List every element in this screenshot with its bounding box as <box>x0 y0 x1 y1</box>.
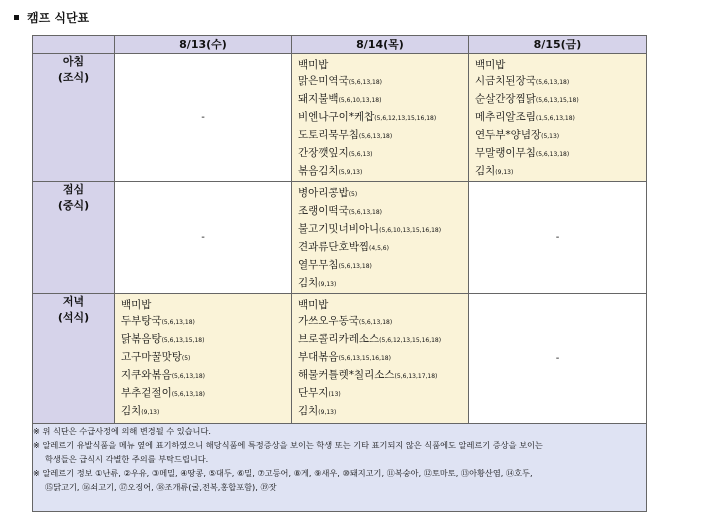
lunch-label <box>33 182 115 294</box>
menu-item <box>475 127 646 145</box>
menu-item <box>298 221 468 239</box>
empty-dash: - <box>555 353 560 364</box>
bullet-square-icon <box>14 15 19 20</box>
menu-item <box>298 367 468 385</box>
allergy-codes: (13) <box>328 391 341 398</box>
menu-item <box>121 297 291 313</box>
breakfast-row <box>33 54 647 182</box>
menu-item-name: 열무무침 <box>298 259 339 271</box>
notes-box <box>33 424 647 512</box>
breakfast-0814-cell <box>292 54 469 182</box>
allergy-codes: (5,9,13) <box>338 169 363 176</box>
menu-item <box>121 349 291 367</box>
menu-item-name: 백미밥 <box>298 59 329 71</box>
menu-item-name: 부추겉절이 <box>121 387 172 399</box>
allergy-codes: (9,13) <box>318 409 337 416</box>
allergy-codes: (5,6,13,18) <box>358 133 393 140</box>
meal-sublabel: (중식) <box>57 199 90 212</box>
menu-item <box>298 331 468 349</box>
menu-item-name: 브로콜리카레소스 <box>298 333 380 345</box>
menu-item <box>121 331 291 349</box>
lunch-0814-cell <box>292 182 469 294</box>
menu-item-name: 김치 <box>298 405 319 417</box>
dinner-0814-cell <box>292 294 469 424</box>
page-title <box>14 9 89 26</box>
header-row <box>33 36 647 54</box>
menu-item-name: 볶음김치 <box>298 165 339 177</box>
allergy-codes: (5,6,13,18) <box>338 263 372 270</box>
menu-item <box>298 385 468 403</box>
menu-item <box>298 239 468 257</box>
menu-item <box>298 57 468 73</box>
allergy-codes: (5,6,13,17,18) <box>394 373 438 380</box>
note-allergy-legend-cont: ⑮닭고기, ⑯쇠고기, ⑰오징어, ⑱조개류(굴,전복,홍합포함), ⑲잣 <box>45 482 277 492</box>
meal-label: 저녁 <box>62 295 85 308</box>
menu-item <box>475 57 646 73</box>
note-change-notice: ※ 위 식단은 수급사정에 의해 변경될 수 있습니다. <box>33 426 211 436</box>
allergy-codes: (9,13) <box>141 409 160 416</box>
allergy-codes: (5,6,13,18) <box>535 79 570 86</box>
empty-dash: - <box>201 112 205 123</box>
breakfast-0815-cell <box>469 54 647 182</box>
menu-item <box>298 257 468 275</box>
menu-item <box>475 73 646 91</box>
empty-dash: - <box>555 232 560 243</box>
menu-item-name: 고구마꿀맛탕 <box>121 351 182 363</box>
menu-item <box>121 403 291 421</box>
allergy-codes: (5,6,12,13,15,16,18) <box>374 115 437 122</box>
dinner-0813-cell <box>115 294 292 424</box>
menu-item-name: 해물커틀렛*칠리소스 <box>298 369 395 381</box>
menu-item-name: 지쿠와볶음 <box>121 369 172 381</box>
menu-item <box>475 91 646 109</box>
allergy-codes: (5,13) <box>541 133 560 140</box>
menu-item <box>475 145 646 163</box>
menu-item-name: 맑은미역국 <box>298 75 349 87</box>
allergy-codes: (5,6,13,18) <box>171 373 206 380</box>
menu-item <box>475 109 646 127</box>
menu-item <box>121 313 291 331</box>
day-header-0815: 8/15(금) <box>469 36 647 54</box>
menu-item <box>298 73 468 91</box>
allergy-codes: (5) <box>181 355 191 362</box>
meal-sublabel: (석식) <box>57 311 90 324</box>
menu-item-name: 두부탕국 <box>121 315 162 327</box>
menu-item-name: 병아리콩밥 <box>298 187 349 199</box>
menu-item-name: 백미밥 <box>475 59 506 71</box>
page-title-text: 캠프 식단표 <box>27 11 90 25</box>
menu-item-name: 김치 <box>121 405 142 417</box>
allergy-codes: (5,6,13,18) <box>535 151 570 158</box>
menu-item <box>298 109 468 127</box>
allergy-codes: (5,6,13,15,18) <box>161 337 205 344</box>
meal-plan-table <box>32 35 647 512</box>
allergy-codes: (5,6,10,13,15,16,18) <box>379 227 442 234</box>
menu-item-name: 단무지 <box>298 387 329 399</box>
menu-item-name: 가쓰오우동국 <box>298 315 359 327</box>
allergy-codes: (5,6,13,18) <box>348 79 383 86</box>
menu-item-name: 부대볶음 <box>298 351 339 363</box>
menu-item <box>298 349 468 367</box>
empty-dash: - <box>201 232 205 243</box>
allergy-codes: (5,6,13,18) <box>171 391 206 398</box>
allergy-codes: (5,6,13) <box>348 151 373 158</box>
allergy-codes: (5,6,13,18) <box>348 209 383 216</box>
menu-item-name: 비엔나구이*케찹 <box>298 111 375 123</box>
menu-item <box>298 297 468 313</box>
menu-item <box>298 145 468 163</box>
corner-header <box>33 36 115 54</box>
menu-item-name: 닭볶음탕 <box>121 333 162 345</box>
allergy-codes: (9,13) <box>318 281 337 288</box>
menu-item-name: 순살간장찜닭 <box>475 93 536 105</box>
allergy-codes: (5,6,13,15,18) <box>535 97 579 104</box>
menu-item-name: 무말랭이무침 <box>475 147 536 159</box>
menu-item-name: 견과류단호박찜 <box>298 241 370 253</box>
menu-item <box>298 163 468 181</box>
note-allergy-warning-cont: 학생들은 급식시 각별한 주의를 부탁드립니다. <box>45 454 209 464</box>
allergy-codes: (5) <box>348 191 358 198</box>
allergy-codes: (9,13) <box>495 169 514 176</box>
menu-item <box>298 185 468 203</box>
menu-item-name: 김치 <box>298 277 319 289</box>
notes-row <box>33 424 647 512</box>
breakfast-label <box>33 54 115 182</box>
allergy-codes: (4,5,6) <box>369 245 389 252</box>
lunch-0813-cell <box>115 182 292 294</box>
menu-item <box>121 367 291 385</box>
menu-item-name: 연두부*양념장 <box>475 129 542 141</box>
meal-label: 아침 <box>62 55 85 68</box>
lunch-row <box>33 182 647 294</box>
dinner-row <box>33 294 647 424</box>
day-header-0814: 8/14(목) <box>292 36 469 54</box>
menu-item-name: 시금치된장국 <box>475 75 536 87</box>
allergy-codes: (5,6,10,13,18) <box>338 97 382 104</box>
allergy-codes: (5,6,13,18) <box>358 319 393 326</box>
menu-item <box>298 403 468 421</box>
meal-sublabel: (조식) <box>57 71 90 84</box>
allergy-codes: (5,6,13,15,16,18) <box>338 355 391 362</box>
menu-item <box>475 163 646 181</box>
allergy-codes: (5,6,12,13,15,16,18) <box>379 337 442 344</box>
menu-item <box>298 275 468 293</box>
menu-item-name: 메추리알조림 <box>475 111 536 123</box>
dinner-0815-cell <box>469 294 647 424</box>
note-allergy-legend: ※ 알레르기 정보 ①난류, ②우유, ③메밀, ④땅콩, ⑤대두, ⑥밀, ⑦고등어, ⑧게, ⑨새우, ⑩돼지고기, ⑪복숭아, ⑫토마토, ⑬아황산염, ⑭호두, <box>33 468 533 478</box>
lunch-0815-cell <box>469 182 647 294</box>
menu-item-name: 불고기밋너비아니 <box>298 223 380 235</box>
dinner-label <box>33 294 115 424</box>
allergy-codes: (5,6,13,18) <box>161 319 195 326</box>
menu-item-name: 김치 <box>475 165 496 177</box>
menu-item-name: 도토리묵무침 <box>298 129 359 141</box>
meal-label: 점심 <box>62 183 85 196</box>
menu-item <box>298 91 468 109</box>
menu-item <box>298 127 468 145</box>
menu-item-name: 돼지불백 <box>298 93 339 105</box>
menu-item-name: 백미밥 <box>121 299 152 311</box>
breakfast-0813-cell <box>115 54 292 182</box>
note-allergy-warning: ※ 알레르기 유발식품을 메뉴 옆에 표기하였으니 해당식품에 특정증상을 보이는 학생 또는 기타 표기되지 않은 식품에도 알레르기 증상을 보이는 <box>33 440 543 450</box>
day-header-0813: 8/13(수) <box>115 36 292 54</box>
menu-item-name: 조랭이떡국 <box>298 205 349 217</box>
menu-item <box>298 203 468 221</box>
menu-item-name: 간장깻잎지 <box>298 147 349 159</box>
menu-item <box>121 385 291 403</box>
menu-item-name: 백미밥 <box>298 299 329 311</box>
menu-item <box>298 313 468 331</box>
allergy-codes: (1,5,6,13,18) <box>535 115 575 122</box>
